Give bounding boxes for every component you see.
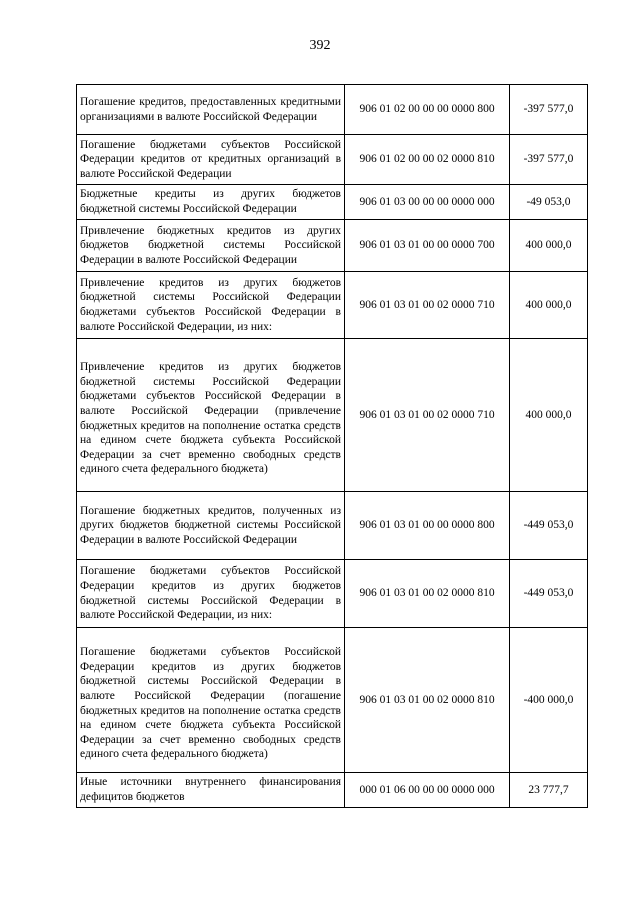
table-row (77, 272, 588, 339)
row-code: 906 01 03 00 00 00 0000 000 (345, 185, 510, 220)
row-code: 906 01 03 01 00 02 0000 710 (345, 272, 510, 339)
row-description: Привлечение кредитов из других бюджетов бюджетной системы Российской Федерации бюджетами субъектов Российской Федерации в валюте Российской Федерации (привлечение бюджетных кредитов на пополнение остатка средств на едином счете бюджета субъекта Российской Федерации за счет временно свободных средств единого счета федерального бюджета) (77, 339, 345, 492)
row-amount: 400 000,0 (510, 272, 588, 339)
row-description: Привлечение бюджетных кредитов из других бюджетов бюджетной системы Российской Федерации в валюте Российской Федерации (77, 220, 345, 272)
row-code: 906 01 03 01 00 02 0000 810 (345, 560, 510, 628)
table-row (77, 492, 588, 560)
budget-sources-table (76, 84, 588, 808)
row-amount: -400 000,0 (510, 628, 588, 773)
table-row (77, 220, 588, 272)
row-description: Привлечение кредитов из других бюджетов бюджетной системы Российской Федерации бюджетами субъектов Российской Федерации в валюте Российской Федерации, из них: (77, 272, 345, 339)
table-row (77, 135, 588, 185)
table-row (77, 560, 588, 628)
table-row (77, 339, 588, 492)
row-code: 906 01 03 01 00 02 0000 810 (345, 628, 510, 773)
row-description: Погашение бюджетных кредитов, полученных из других бюджетов бюджетной системы Российской Федерации в валюте Российской Федерации (77, 492, 345, 560)
page-number: 392 (309, 38, 331, 53)
row-amount: -397 577,0 (510, 85, 588, 135)
table-row (77, 628, 588, 773)
row-code: 906 01 03 01 00 02 0000 710 (345, 339, 510, 492)
table-row (77, 773, 588, 808)
row-amount: -49 053,0 (510, 185, 588, 220)
row-amount: 400 000,0 (510, 339, 588, 492)
row-amount: 400 000,0 (510, 220, 588, 272)
row-description: Погашение кредитов, предоставленных кредитными организациями в валюте Российской Федерации (77, 85, 345, 135)
table-row (77, 85, 588, 135)
row-code: 906 01 03 01 00 00 0000 800 (345, 492, 510, 560)
row-code: 906 01 02 00 00 02 0000 810 (345, 135, 510, 185)
row-description: Погашение бюджетами субъектов Российской Федерации кредитов из других бюджетов бюджетной системы Российской Федерации в валюте Российской Федерации (погашение бюджетных кредитов на пополнение остатка средств на едином счете бюджета субъекта Российской Федерации за счет временно свободных средств единого счета федерального бюджета) (77, 628, 345, 773)
row-description: Погашение бюджетами субъектов Российской Федерации кредитов из других бюджетов бюджетной системы Российской Федерации в валюте Российской Федерации, из них: (77, 560, 345, 628)
row-amount: -449 053,0 (510, 560, 588, 628)
row-code: 000 01 06 00 00 00 0000 000 (345, 773, 510, 808)
row-amount: -449 053,0 (510, 492, 588, 560)
row-code: 906 01 03 01 00 00 0000 700 (345, 220, 510, 272)
row-description: Иные источники внутреннего финансирования дефицитов бюджетов (77, 773, 345, 808)
row-description: Погашение бюджетами субъектов Российской Федерации кредитов от кредитных организаций в валюте Российской Федерации (77, 135, 345, 185)
row-amount: 23 777,7 (510, 773, 588, 808)
row-amount: -397 577,0 (510, 135, 588, 185)
table-row (77, 185, 588, 220)
row-code: 906 01 02 00 00 00 0000 800 (345, 85, 510, 135)
row-description: Бюджетные кредиты из других бюджетов бюджетной системы Российской Федерации (77, 185, 345, 220)
